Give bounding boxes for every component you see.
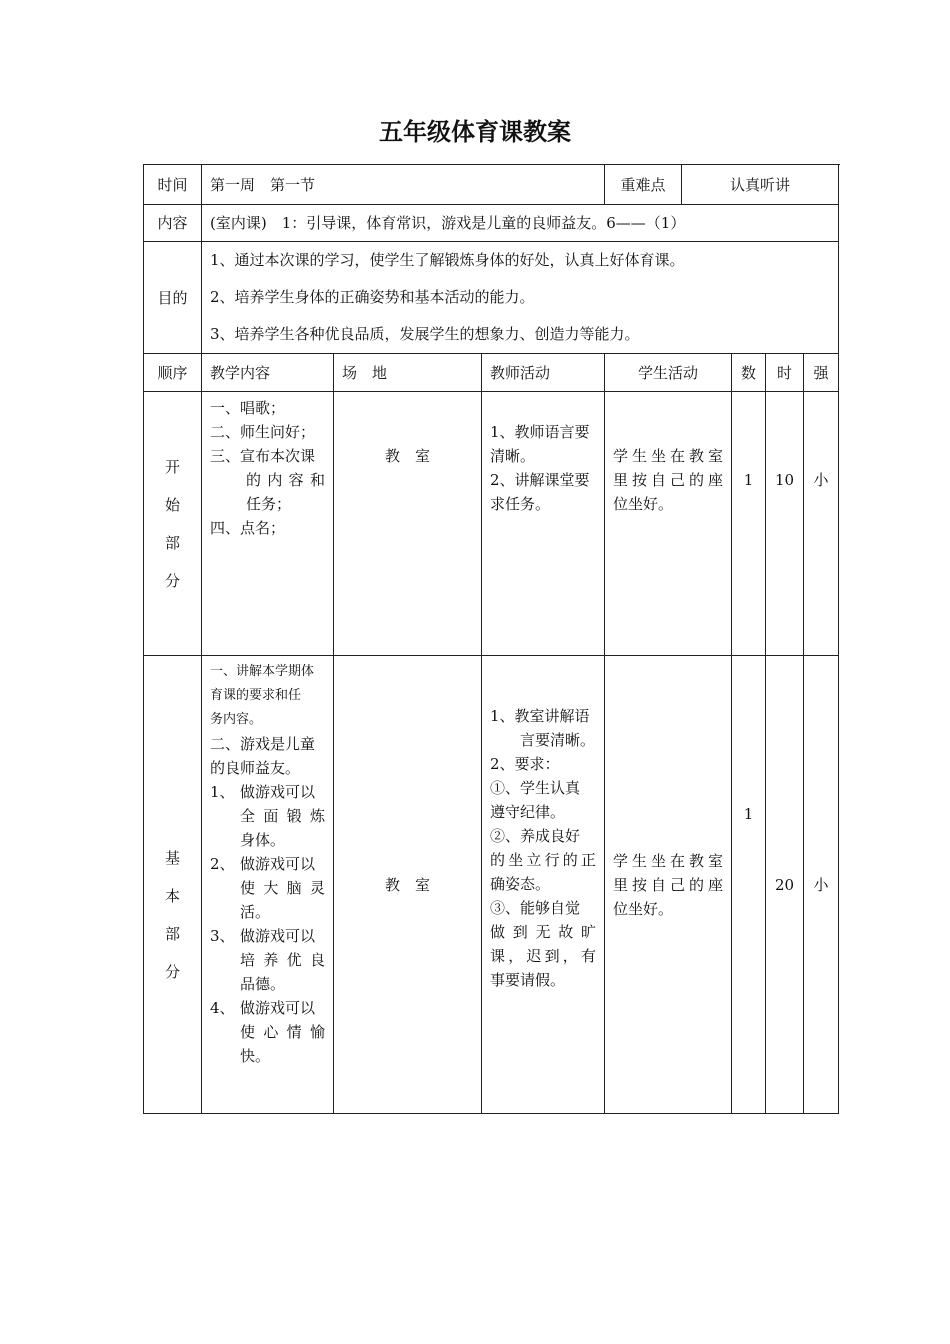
section-start-venue	[334, 392, 482, 656]
content-line: 四、点名；	[210, 519, 286, 537]
teacher-line: 求任务。	[490, 495, 551, 513]
student-line: 里按自己的座	[613, 471, 723, 489]
teacher-line: ③、能够自觉	[490, 899, 581, 917]
section-start-intensity: 小	[804, 392, 839, 656]
teacher-line: 的坐立行的正	[490, 851, 596, 869]
content-line: 务内容。	[210, 712, 263, 727]
content-line: 任务；	[246, 495, 292, 513]
teacher-line: 清晰。	[490, 447, 536, 465]
game-item-line: 培养优良	[240, 951, 325, 969]
key-label-cell	[605, 165, 839, 205]
content-line: 二、师生问好；	[210, 423, 316, 441]
col-header-time: 时	[766, 354, 804, 392]
section-basic-time: 20	[766, 656, 804, 1114]
section-char: 开	[164, 457, 180, 476]
game-item-number: 2、	[210, 855, 235, 873]
section-char: 本	[164, 886, 180, 905]
section-char: 部	[164, 924, 180, 943]
lesson-plan-table	[143, 164, 839, 1114]
venue-text: 教 室	[384, 875, 430, 894]
game-item	[210, 996, 325, 1068]
goal-label: 目的	[144, 242, 202, 354]
teacher-line: 做到无故旷	[490, 923, 596, 941]
section-basic-venue	[334, 656, 482, 1114]
section-basic-teacher	[482, 656, 605, 1114]
section-char: 分	[164, 962, 180, 981]
page-title: 五年级体育课教案	[379, 118, 571, 146]
teacher-line: 遵守纪律。	[490, 803, 566, 821]
game-item-line: 活。	[240, 903, 271, 921]
game-item-line: 做游戏可以	[240, 855, 316, 873]
game-item-line: 做游戏可以	[240, 999, 316, 1017]
time-value-text: 第一周 第一节	[210, 175, 316, 194]
goal-item: 3、培养学生各种优良品质，发展学生的想象力、创造力等能力。	[210, 325, 640, 343]
section-name-start	[144, 392, 202, 656]
content-line: 的内容和	[246, 471, 325, 489]
content-line: 一、讲解本学期体	[210, 664, 315, 679]
content-line: 三、宣布本次课	[210, 447, 316, 465]
game-item-line: 使大脑灵	[240, 879, 325, 897]
game-item-number: 4、	[210, 999, 235, 1017]
goal-item: 1、通过本次课的学习，使学生了解锻炼身体的好处，认真上好体育课。	[210, 251, 685, 269]
section-basic-content	[202, 656, 334, 1114]
student-line: 里按自己的座	[613, 875, 723, 894]
key-points-row	[605, 165, 838, 204]
teacher-line: 1、教师语言要	[490, 423, 590, 441]
student-line: 位坐好。	[613, 899, 674, 918]
col-header-count: 数	[732, 354, 766, 392]
game-item-line: 快。	[240, 1047, 271, 1065]
student-line: 学生坐在教室	[613, 447, 723, 465]
col-header-content: 教学内容	[202, 354, 334, 392]
teacher-line: 2、讲解课堂要	[490, 471, 590, 489]
game-item	[210, 924, 325, 996]
game-item-line: 品德。	[240, 975, 286, 993]
teacher-line: 言要清晰。	[520, 731, 596, 749]
section-char: 始	[164, 495, 180, 514]
game-item-line: 身体。	[240, 831, 286, 849]
goal-item: 2、培养学生身体的正确姿势和基本活动的能力。	[210, 288, 535, 306]
time-value	[202, 165, 605, 205]
content-line: 的良师益友。	[210, 759, 301, 777]
game-item-number: 3、	[210, 927, 235, 945]
col-header-teacher: 教师活动	[482, 354, 605, 392]
section-char: 分	[164, 571, 180, 590]
venue-text: 教 室	[384, 447, 430, 465]
key-value: 认真听讲	[729, 175, 790, 194]
teacher-line: 1、教室讲解语	[490, 707, 590, 725]
teacher-line: ②、养成良好	[490, 827, 581, 845]
col-header-order: 顺序	[144, 354, 202, 392]
section-start-count: 1	[732, 392, 766, 656]
game-item-line: 使心情愉	[240, 1023, 325, 1041]
col-header-intensity: 强	[804, 354, 839, 392]
game-item	[210, 852, 325, 924]
section-start-teacher	[482, 392, 605, 656]
game-item-line: 做游戏可以	[240, 783, 316, 801]
game-item-line: 做游戏可以	[240, 927, 316, 945]
teacher-line: 课，迟到，有	[490, 947, 596, 965]
game-item-number: 1、	[210, 783, 235, 801]
section-start-student	[605, 392, 732, 656]
section-basic-count: 1	[732, 656, 766, 1114]
section-start-time: 10	[766, 392, 804, 656]
section-start-content	[202, 392, 334, 656]
section-char: 基	[164, 848, 180, 867]
student-line: 学生坐在教室	[613, 851, 723, 870]
content-line: 一、唱歌；	[210, 399, 286, 417]
teacher-line: 确姿态。	[490, 875, 551, 893]
content-line: 二、游戏是儿童	[210, 735, 316, 753]
teacher-line: ①、学生认真	[490, 779, 581, 797]
teacher-line: 2、要求：	[490, 755, 560, 773]
col-header-venue: 场 地	[334, 354, 482, 392]
section-name-basic	[144, 656, 202, 1114]
time-label: 时间	[144, 165, 202, 205]
goal-list	[202, 242, 839, 354]
col-header-student: 学生活动	[605, 354, 732, 392]
content-line: 育课的要求和任	[210, 688, 302, 703]
game-item	[210, 780, 325, 852]
section-basic-intensity: 小	[804, 656, 839, 1114]
teacher-line: 事要请假。	[490, 971, 566, 989]
content-label: 内容	[144, 205, 202, 242]
section-basic-student	[605, 656, 732, 1114]
content-value: (室内课) 1：引导课，体育常识，游戏是儿童的良师益友。6——（1）	[202, 205, 839, 242]
key-label: 重难点	[605, 165, 682, 204]
game-item-line: 全面锻炼	[240, 807, 325, 825]
student-line: 位坐好。	[613, 495, 674, 513]
section-char: 部	[164, 533, 180, 552]
